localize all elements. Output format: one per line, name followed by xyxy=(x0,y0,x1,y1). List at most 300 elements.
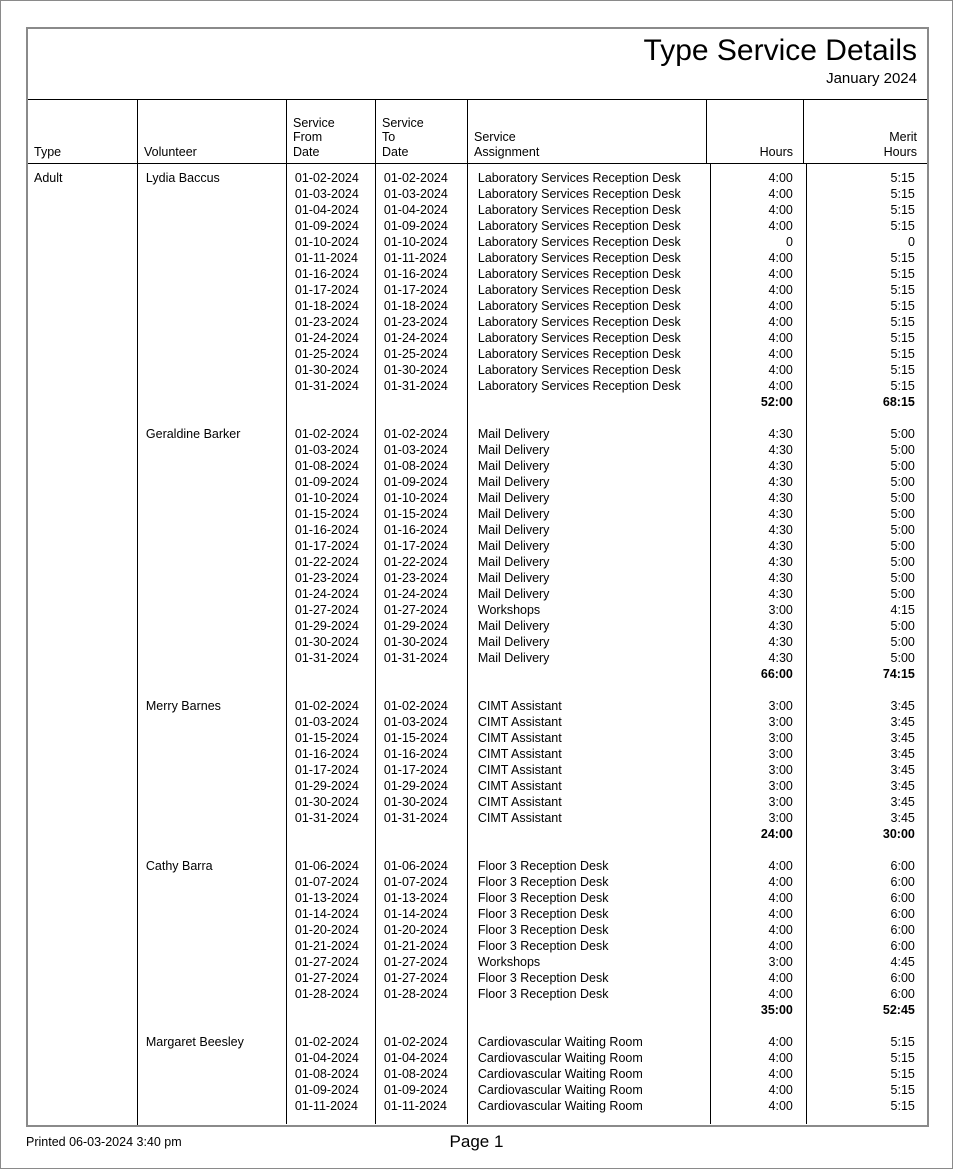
merit-hours-value: 6:00 xyxy=(890,939,915,953)
service-assignment: Laboratory Services Reception Desk xyxy=(477,331,681,345)
merit-hours-value: 5:15 xyxy=(890,347,915,361)
table-row xyxy=(138,442,927,458)
total-spacer xyxy=(138,666,287,682)
table-row xyxy=(138,1050,927,1066)
volunteer-name: Geraldine Barker xyxy=(145,427,241,441)
service-to-date: 01-14-2024 xyxy=(383,907,448,921)
table-row xyxy=(138,778,927,794)
column-header-merit-hours xyxy=(804,100,927,163)
hours-value: 4:30 xyxy=(768,507,793,521)
volunteer-name-blank xyxy=(138,522,287,538)
hours-value: 4:00 xyxy=(768,923,793,937)
hours-value: 4:00 xyxy=(768,187,793,201)
hours-value: 4:00 xyxy=(768,1051,793,1065)
hours-value: 4:00 xyxy=(768,1067,793,1081)
volunteer-name-blank xyxy=(138,746,287,762)
table-row xyxy=(138,714,927,730)
service-assignment: Laboratory Services Reception Desk xyxy=(477,171,681,185)
service-from-date: 01-27-2024 xyxy=(294,603,359,617)
service-assignment: Laboratory Services Reception Desk xyxy=(477,347,681,361)
merit-hours-value: 5:15 xyxy=(890,171,915,185)
service-to-date: 01-31-2024 xyxy=(383,379,448,393)
service-to-date: 01-03-2024 xyxy=(383,715,448,729)
service-assignment: Floor 3 Reception Desk xyxy=(477,907,609,921)
service-assignment: Mail Delivery xyxy=(477,555,550,569)
hours-value: 4:30 xyxy=(768,427,793,441)
merit-hours-value: 5:00 xyxy=(890,459,915,473)
service-assignment: Laboratory Services Reception Desk xyxy=(477,251,681,265)
total-spacer xyxy=(138,1002,287,1018)
merit-hours-value: 5:15 xyxy=(890,1035,915,1049)
service-assignment: Laboratory Services Reception Desk xyxy=(477,267,681,281)
table-row xyxy=(138,634,927,650)
merit-hours-value: 5:15 xyxy=(890,187,915,201)
service-assignment: CIMT Assistant xyxy=(477,699,562,713)
group-total-row xyxy=(138,1002,927,1018)
service-to-date: 01-31-2024 xyxy=(383,651,448,665)
group-spacer xyxy=(138,1018,927,1034)
service-to-date: 01-15-2024 xyxy=(383,731,448,745)
table-row xyxy=(138,858,927,874)
volunteer-name-blank xyxy=(138,442,287,458)
hours-value: 4:00 xyxy=(768,347,793,361)
total-spacer xyxy=(287,394,376,410)
hours-value: 4:30 xyxy=(768,523,793,537)
service-to-date: 01-20-2024 xyxy=(383,923,448,937)
volunteer-name-blank xyxy=(138,602,287,618)
hours-value: 4:00 xyxy=(768,171,793,185)
table-row xyxy=(138,1082,927,1098)
type-column xyxy=(28,164,138,1125)
volunteer-name-blank xyxy=(138,874,287,890)
service-assignment: Laboratory Services Reception Desk xyxy=(477,363,681,377)
service-to-date: 01-30-2024 xyxy=(383,795,448,809)
service-to-date: 01-17-2024 xyxy=(383,539,448,553)
hours-value: 3:00 xyxy=(768,779,793,793)
total-merit-hours-value: 30:00 xyxy=(882,827,915,841)
volunteer-name: Margaret Beesley xyxy=(145,1035,244,1049)
service-assignment: Laboratory Services Reception Desk xyxy=(477,379,681,393)
total-spacer xyxy=(376,666,468,682)
service-assignment: Floor 3 Reception Desk xyxy=(477,891,609,905)
table-row xyxy=(138,170,927,186)
table-row xyxy=(138,346,927,362)
hours-value: 4:00 xyxy=(768,299,793,313)
volunteer-name: Merry Barnes xyxy=(145,699,221,713)
service-assignment: Mail Delivery xyxy=(477,587,550,601)
service-assignment: Mail Delivery xyxy=(477,539,550,553)
volunteer-name-blank xyxy=(138,314,287,330)
total-spacer xyxy=(376,1002,468,1018)
column-header-volunteer-label: Volunteer xyxy=(144,144,197,159)
hours-value: 4:30 xyxy=(768,459,793,473)
merit-hours-value: 5:15 xyxy=(890,203,915,217)
hours-value: 4:30 xyxy=(768,635,793,649)
group-spacer xyxy=(138,410,927,426)
volunteer-name-blank xyxy=(138,506,287,522)
hours-value: 4:00 xyxy=(768,219,793,233)
service-assignment: Cardiovascular Waiting Room xyxy=(477,1099,643,1113)
hours-value: 4:30 xyxy=(768,443,793,457)
merit-hours-value: 5:15 xyxy=(890,331,915,345)
merit-hours-value: 6:00 xyxy=(890,859,915,873)
service-to-date: 01-30-2024 xyxy=(383,635,448,649)
hours-value: 4:30 xyxy=(768,555,793,569)
volunteer-group xyxy=(138,426,927,682)
service-to-date: 01-08-2024 xyxy=(383,1067,448,1081)
table-row xyxy=(138,1098,927,1114)
hours-value: 4:00 xyxy=(768,1035,793,1049)
service-from-date: 01-11-2024 xyxy=(294,251,358,265)
service-to-date: 01-10-2024 xyxy=(383,491,448,505)
table-row xyxy=(138,1066,927,1082)
service-to-date: 01-04-2024 xyxy=(383,203,448,217)
volunteer-name-blank xyxy=(138,1066,287,1082)
hours-value: 4:30 xyxy=(768,539,793,553)
service-assignment: Workshops xyxy=(477,955,541,969)
service-to-date: 01-02-2024 xyxy=(383,1035,448,1049)
service-assignment: Laboratory Services Reception Desk xyxy=(477,299,681,313)
hours-value: 4:00 xyxy=(768,939,793,953)
service-assignment: Floor 3 Reception Desk xyxy=(477,987,609,1001)
service-from-date: 01-11-2024 xyxy=(294,1099,358,1113)
volunteer-name-blank xyxy=(138,1082,287,1098)
service-from-date: 01-24-2024 xyxy=(294,587,359,601)
volunteer-groups xyxy=(138,170,927,1114)
merit-hours-value: 6:00 xyxy=(890,907,915,921)
service-from-date: 01-03-2024 xyxy=(294,715,359,729)
service-assignment: Laboratory Services Reception Desk xyxy=(477,235,681,249)
merit-hours-value: 6:00 xyxy=(890,891,915,905)
service-from-date: 01-07-2024 xyxy=(294,875,359,889)
service-from-date: 01-29-2024 xyxy=(294,779,359,793)
table-row xyxy=(138,314,927,330)
table-row xyxy=(138,298,927,314)
rule-to-assignment xyxy=(467,163,468,1124)
volunteer-name-blank xyxy=(138,186,287,202)
service-assignment: Mail Delivery xyxy=(477,507,550,521)
report-table xyxy=(26,27,929,1127)
table-row xyxy=(138,618,927,634)
hours-value: 4:30 xyxy=(768,651,793,665)
service-from-date: 01-31-2024 xyxy=(294,379,359,393)
hours-value: 4:00 xyxy=(768,971,793,985)
service-from-date: 01-30-2024 xyxy=(294,363,359,377)
service-assignment: Floor 3 Reception Desk xyxy=(477,923,609,937)
merit-hours-value: 5:15 xyxy=(890,1067,915,1081)
table-row xyxy=(138,938,927,954)
service-to-date: 01-06-2024 xyxy=(383,859,448,873)
service-from-date: 01-27-2024 xyxy=(294,955,359,969)
service-from-date: 01-09-2024 xyxy=(294,219,359,233)
total-merit-hours-value: 68:15 xyxy=(882,395,915,409)
service-assignment: Laboratory Services Reception Desk xyxy=(477,315,681,329)
table-row xyxy=(138,506,927,522)
table-row xyxy=(138,186,927,202)
merit-hours-value: 5:00 xyxy=(890,539,915,553)
merit-hours-value: 6:00 xyxy=(890,987,915,1001)
type-group-label: Adult xyxy=(34,171,63,185)
service-to-date: 01-30-2024 xyxy=(383,363,448,377)
service-from-date: 01-31-2024 xyxy=(294,811,359,825)
column-header-assignment-line1: Service xyxy=(474,130,516,144)
service-from-date: 01-09-2024 xyxy=(294,1083,359,1097)
hours-value: 3:00 xyxy=(768,715,793,729)
volunteer-name-blank xyxy=(138,218,287,234)
total-spacer xyxy=(138,826,287,842)
column-header-from-line3: Date xyxy=(293,144,320,159)
service-to-date: 01-15-2024 xyxy=(383,507,448,521)
column-header-hours-label: Hours xyxy=(759,144,793,159)
merit-hours-value: 3:45 xyxy=(890,795,915,809)
service-to-date: 01-27-2024 xyxy=(383,603,448,617)
merit-hours-value: 5:15 xyxy=(890,299,915,313)
volunteer-name-blank xyxy=(138,954,287,970)
hours-value: 4:30 xyxy=(768,571,793,585)
table-row xyxy=(138,282,927,298)
table-row xyxy=(138,426,927,442)
volunteer-name-blank xyxy=(138,458,287,474)
service-to-date: 01-02-2024 xyxy=(383,171,448,185)
volunteer-name-blank xyxy=(138,250,287,266)
merit-hours-value: 5:00 xyxy=(890,587,915,601)
volunteer-name-blank xyxy=(138,762,287,778)
page-footer xyxy=(26,1134,927,1158)
service-assignment: CIMT Assistant xyxy=(477,795,562,809)
merit-hours-value: 4:45 xyxy=(890,955,915,969)
merit-hours-value: 5:00 xyxy=(890,443,915,457)
service-from-date: 01-14-2024 xyxy=(294,907,359,921)
service-from-date: 01-02-2024 xyxy=(294,171,359,185)
service-to-date: 01-23-2024 xyxy=(383,571,448,585)
total-spacer xyxy=(468,666,707,682)
service-from-date: 01-25-2024 xyxy=(294,347,359,361)
service-from-date: 01-03-2024 xyxy=(294,187,359,201)
table-header-row xyxy=(28,100,927,164)
group-spacer xyxy=(138,682,927,698)
hours-value: 4:00 xyxy=(768,859,793,873)
rule-volunteer-from xyxy=(286,163,287,1124)
column-header-from-line1: Service xyxy=(293,115,335,130)
total-spacer xyxy=(287,826,376,842)
service-from-date: 01-13-2024 xyxy=(294,891,359,905)
service-to-date: 01-28-2024 xyxy=(383,987,448,1001)
table-row xyxy=(138,570,927,586)
table-row xyxy=(138,922,927,938)
service-assignment: Workshops xyxy=(477,603,541,617)
group-total-row xyxy=(138,666,927,682)
service-assignment: Mail Delivery xyxy=(477,491,550,505)
service-to-date: 01-09-2024 xyxy=(383,475,448,489)
service-assignment: Mail Delivery xyxy=(477,443,550,457)
table-row xyxy=(138,474,927,490)
service-from-date: 01-27-2024 xyxy=(294,971,359,985)
service-to-date: 01-29-2024 xyxy=(383,779,448,793)
hours-value: 4:30 xyxy=(768,491,793,505)
volunteer-name-blank xyxy=(138,298,287,314)
service-to-date: 01-04-2024 xyxy=(383,1051,448,1065)
hours-value: 4:00 xyxy=(768,1083,793,1097)
service-to-date: 01-23-2024 xyxy=(383,315,448,329)
merit-hours-value: 5:15 xyxy=(890,1051,915,1065)
column-header-from-line2: From xyxy=(293,130,323,144)
service-to-date: 01-13-2024 xyxy=(383,891,448,905)
service-to-date: 01-10-2024 xyxy=(383,235,448,249)
total-spacer xyxy=(287,666,376,682)
merit-hours-value: 5:00 xyxy=(890,491,915,505)
service-assignment: CIMT Assistant xyxy=(477,811,562,825)
merit-hours-value: 5:15 xyxy=(890,267,915,281)
service-to-date: 01-16-2024 xyxy=(383,523,448,537)
volunteer-name-blank xyxy=(138,890,287,906)
service-assignment: Cardiovascular Waiting Room xyxy=(477,1067,643,1081)
service-assignment: Mail Delivery xyxy=(477,635,550,649)
service-assignment: Cardiovascular Waiting Room xyxy=(477,1051,643,1065)
service-from-date: 01-23-2024 xyxy=(294,571,359,585)
service-from-date: 01-18-2024 xyxy=(294,299,359,313)
column-header-service-to-date xyxy=(376,100,468,163)
merit-hours-value: 5:15 xyxy=(890,1099,915,1113)
merit-hours-value: 5:15 xyxy=(890,363,915,377)
group-total-row xyxy=(138,826,927,842)
service-assignment: Cardiovascular Waiting Room xyxy=(477,1035,643,1049)
report-title-band xyxy=(28,29,927,100)
service-to-date: 01-03-2024 xyxy=(383,443,448,457)
total-merit-hours-value: 52:45 xyxy=(882,1003,915,1017)
service-to-date: 01-02-2024 xyxy=(383,427,448,441)
total-merit-hours-value: 74:15 xyxy=(882,667,915,681)
merit-hours-value: 3:45 xyxy=(890,811,915,825)
merit-hours-value: 5:00 xyxy=(890,635,915,649)
hours-value: 3:00 xyxy=(768,731,793,745)
service-to-date: 01-24-2024 xyxy=(383,331,448,345)
service-to-date: 01-11-2024 xyxy=(383,251,447,265)
service-to-date: 01-27-2024 xyxy=(383,971,448,985)
service-from-date: 01-16-2024 xyxy=(294,523,359,537)
hours-value: 4:00 xyxy=(768,363,793,377)
service-to-date: 01-29-2024 xyxy=(383,619,448,633)
service-to-date: 01-22-2024 xyxy=(383,555,448,569)
printed-timestamp: Printed 06-03-2024 3:40 pm xyxy=(26,1135,182,1149)
merit-hours-value: 4:15 xyxy=(890,603,915,617)
total-hours-value: 52:00 xyxy=(760,395,793,409)
service-assignment: Laboratory Services Reception Desk xyxy=(477,219,681,233)
service-from-date: 01-17-2024 xyxy=(294,763,359,777)
merit-hours-value: 5:15 xyxy=(890,315,915,329)
hours-value: 3:00 xyxy=(768,603,793,617)
hours-value: 3:00 xyxy=(768,699,793,713)
table-row xyxy=(138,490,927,506)
service-from-date: 01-15-2024 xyxy=(294,507,359,521)
hours-value: 4:00 xyxy=(768,875,793,889)
rule-from-to xyxy=(375,163,376,1124)
table-body xyxy=(28,164,927,1125)
total-hours-value: 24:00 xyxy=(760,827,793,841)
volunteer-name-blank xyxy=(138,970,287,986)
merit-hours-value: 5:00 xyxy=(890,427,915,441)
service-to-date: 01-24-2024 xyxy=(383,587,448,601)
table-row xyxy=(138,250,927,266)
service-from-date: 01-02-2024 xyxy=(294,699,359,713)
table-row xyxy=(138,954,927,970)
rule-hours-merit xyxy=(806,163,807,1124)
service-assignment: Mail Delivery xyxy=(477,651,550,665)
column-header-type-label: Type xyxy=(34,144,62,159)
service-from-date: 01-10-2024 xyxy=(294,235,359,249)
table-row xyxy=(138,362,927,378)
service-assignment: Floor 3 Reception Desk xyxy=(477,939,609,953)
hours-value: 4:30 xyxy=(768,587,793,601)
table-row xyxy=(138,906,927,922)
volunteer-name-blank xyxy=(138,794,287,810)
table-row xyxy=(138,890,927,906)
hours-value: 4:00 xyxy=(768,283,793,297)
service-to-date: 01-16-2024 xyxy=(383,747,448,761)
volunteer-name-blank xyxy=(138,570,287,586)
service-from-date: 01-08-2024 xyxy=(294,459,359,473)
service-from-date: 01-22-2024 xyxy=(294,555,359,569)
column-header-merit-line2: Hours xyxy=(883,144,917,159)
volunteer-name: Cathy Barra xyxy=(145,859,213,873)
table-row xyxy=(138,970,927,986)
service-assignment: Mail Delivery xyxy=(477,619,550,633)
volunteer-name-blank xyxy=(138,650,287,666)
table-row xyxy=(138,234,927,250)
rule-assignment-hours xyxy=(710,163,711,1124)
merit-hours-value: 3:45 xyxy=(890,779,915,793)
total-spacer xyxy=(376,826,468,842)
service-from-date: 01-30-2024 xyxy=(294,795,359,809)
table-row xyxy=(138,538,927,554)
table-row xyxy=(138,522,927,538)
page-number: Page 1 xyxy=(449,1132,504,1151)
service-to-date: 01-21-2024 xyxy=(383,939,448,953)
merit-hours-value: 5:00 xyxy=(890,651,915,665)
service-to-date: 01-18-2024 xyxy=(383,299,448,313)
volunteer-name-blank xyxy=(138,778,287,794)
service-from-date: 01-29-2024 xyxy=(294,619,359,633)
volunteer-group xyxy=(138,170,927,410)
hours-value: 0 xyxy=(785,235,793,249)
volunteer-name-blank xyxy=(138,490,287,506)
volunteer-name-blank xyxy=(138,922,287,938)
table-row xyxy=(138,730,927,746)
volunteer-name-blank xyxy=(138,586,287,602)
service-from-date: 01-09-2024 xyxy=(294,475,359,489)
volunteer-name-blank xyxy=(138,346,287,362)
total-spacer xyxy=(468,394,707,410)
total-spacer xyxy=(376,394,468,410)
table-row xyxy=(138,554,927,570)
volunteer-name-blank xyxy=(138,906,287,922)
merit-hours-value: 3:45 xyxy=(890,715,915,729)
hours-value: 3:00 xyxy=(768,763,793,777)
service-to-date: 01-11-2024 xyxy=(383,1099,447,1113)
service-from-date: 01-17-2024 xyxy=(294,539,359,553)
merit-hours-value: 3:45 xyxy=(890,763,915,777)
volunteer-name-blank xyxy=(138,730,287,746)
volunteer-name-blank xyxy=(138,986,287,1002)
merit-hours-value: 3:45 xyxy=(890,731,915,745)
column-header-assignment-line2: Assignment xyxy=(474,144,540,159)
table-row xyxy=(138,874,927,890)
volunteer-name-blank xyxy=(138,234,287,250)
merit-hours-value: 6:00 xyxy=(890,875,915,889)
volunteer-name-blank xyxy=(138,202,287,218)
table-row xyxy=(138,602,927,618)
total-spacer xyxy=(138,394,287,410)
table-row xyxy=(138,378,927,394)
